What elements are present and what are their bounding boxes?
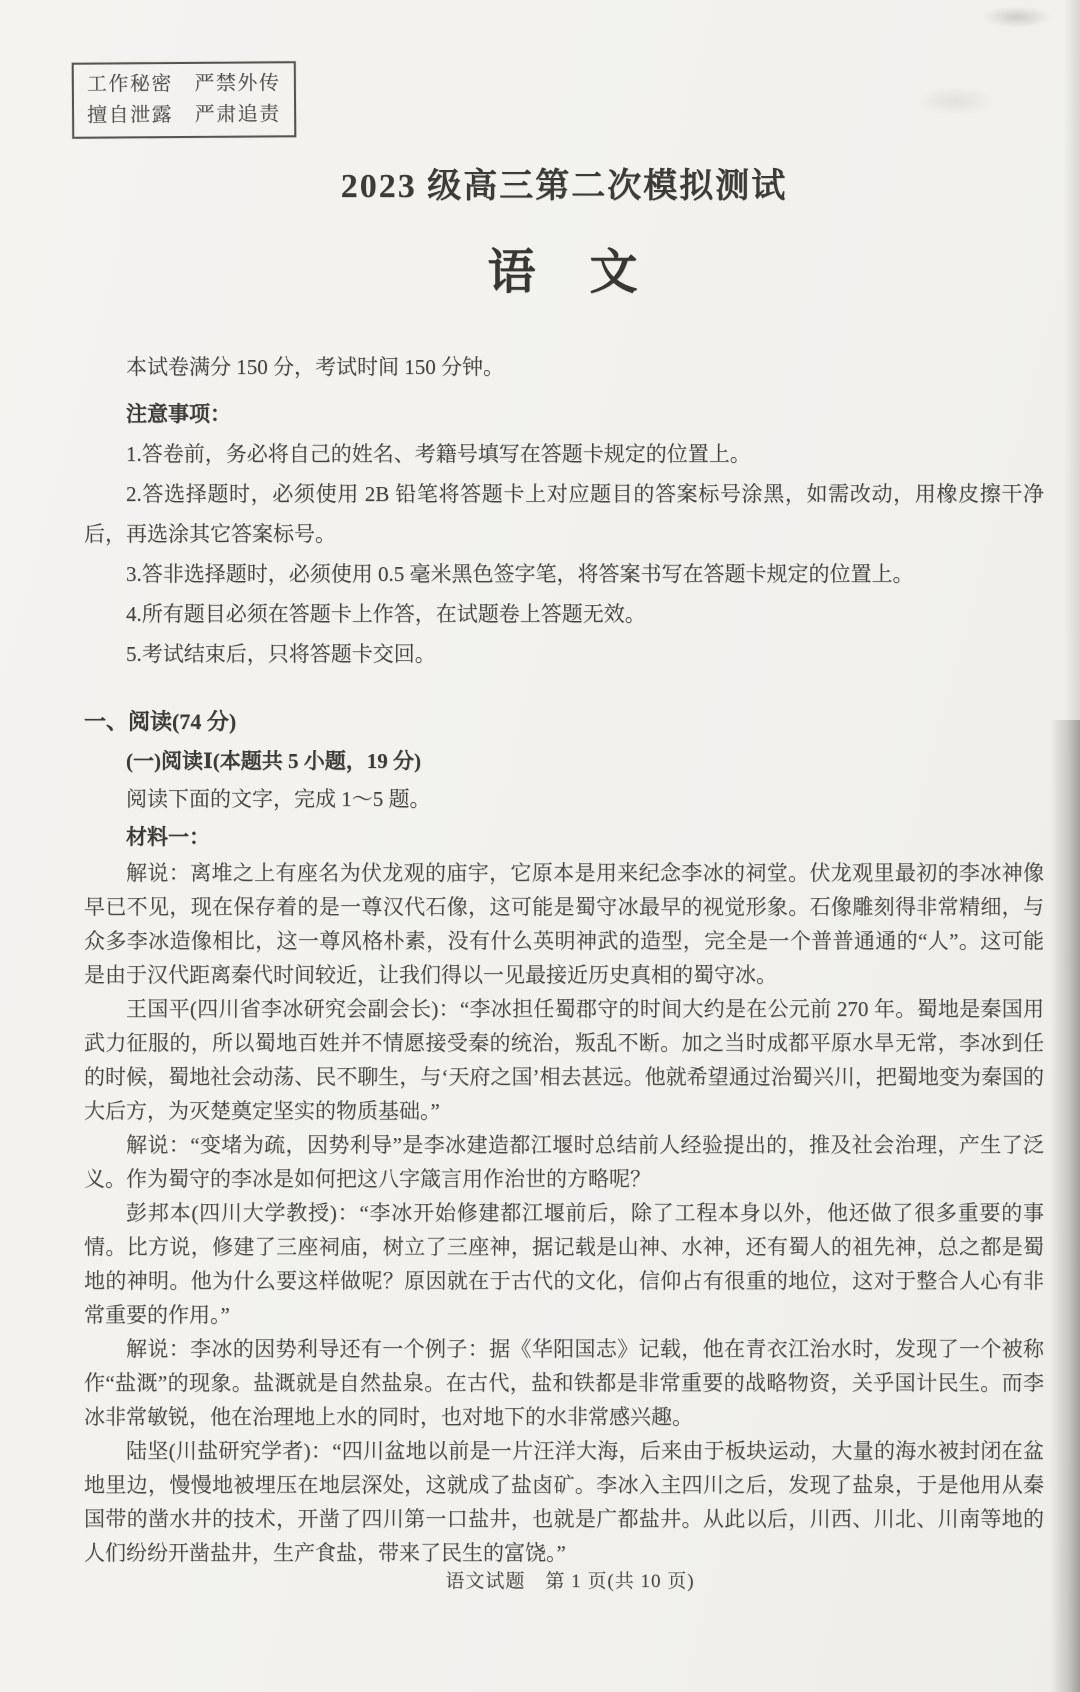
stamp-line-1: 工作秘密 严禁外传 — [86, 72, 281, 96]
stamp-line-2: 擅自泄露 严肃追责 — [87, 103, 281, 127]
notice-item-1: 1.答卷前，务必将自己的姓名、考籍号填写在答题卡规定的位置上。 — [126, 442, 751, 466]
material-one-label: 材料一： — [126, 825, 210, 849]
exam-title: 2023 级高三第二次模拟测试 — [340, 168, 788, 205]
part-heading-reading-1: (一)阅读Ⅰ(本题共 5 小题，19 分) — [126, 749, 422, 773]
scan-smudge-upper-right — [915, 86, 995, 116]
section-heading-reading: 一、阅读(74 分) — [84, 709, 237, 734]
material-paragraph-6: 陆坚(川盐研究学者)：“四川盆地以前是一片汪洋大海，后来由于板块运动，大量的海水被封闭在盆地里边，慢慢地被埋压在地层深处，这就成了盐卤矿。李冰入主四川之后，发现了盐泉，于是他用从秦国带的凿水井的技术，开凿了四川第一口盐井，也就是广都盐井。从此以后，川西、川北、川南等地的人们纷纷开凿盐井，生产食盐，带来了民生的富饶。” — [84, 1439, 1044, 1565]
notice-heading: 注意事项： — [126, 402, 231, 426]
material-paragraph-2: 王国平(四川省李冰研究会副会长)：“李冰担任蜀郡守的时间大约是在公元前 270 年。蜀地是秦国用武力征服的，所以蜀地百姓并不情愿接受秦的统治，叛乱不断。加之当时成都平原水旱无常，李冰到任的时候，蜀地社会动荡、民不聊生，与‘天府之国’相去甚远。他就希望通过治蜀兴川，把蜀地变为秦国的大后方，为灭楚奠定坚实的物质基础。” — [84, 997, 1044, 1123]
reading-instruction: 阅读下面的文字，完成 1～5 题。 — [126, 787, 431, 811]
subject-title: 语 文 — [487, 246, 641, 299]
material-paragraph-3: 解说：“变堵为疏，因势利导”是李冰建造都江堰时总结前人经验提出的，推及社会治理，产生了泛义。作为蜀守的李冰是如何把这八字箴言用作治世的方略呢？ — [84, 1133, 1044, 1191]
scan-shadow-right-lower — [1050, 720, 1080, 1692]
material-paragraph-4: 彭邦本(四川大学教授)：“李冰开始修建都江堰前后，除了工程本身以外，他还做了很多重要的事情。比方说，修建了三座祠庙，树立了三座神，据记载是山神、水神，还有蜀人的祖先神，总之都是蜀地的神明。他为什么要这样做呢？原因就在于古代的文化，信仰占有很重的地位，这对于整合人心有非常重要的作用。” — [84, 1201, 1044, 1327]
material-paragraph-5: 解说：李冰的因势利导还有一个例子：据《华阳国志》记载，他在青衣江治水时，发现了一个被称作“盐溉”的现象。盐溉就是自然盐泉。在古代，盐和铁都是非常重要的战略物资，关乎国计民生。而李冰非常敏锐，他在治理地上水的同时，也对地下的水非常感兴趣。 — [84, 1337, 1044, 1429]
notice-item-5: 5.考试结束后，只将答题卡交回。 — [126, 642, 436, 666]
page-content — [84, 0, 1044, 1570]
exam-info-line: 本试卷满分 150 分，考试时间 150 分钟。 — [126, 355, 504, 379]
notice-item-3: 3.答非选择题时，必须使用 0.5 毫米黑色签字笔，将答案书写在答题卡规定的位置上。 — [126, 562, 914, 586]
notice-item-4: 4.所有题目必须在答题卡上作答，在试题卷上答题无效。 — [126, 602, 646, 626]
scan-smudge-top-right — [982, 6, 1052, 28]
material-paragraph-1: 解说：离堆之上有座名为伏龙观的庙宇，它原本是用来纪念李冰的祠堂。伏龙观里最初的李冰神像早已不见，现在保存着的是一尊汉代石像，这可能是蜀守冰最早的视觉形象。石像雕刻得非常精细，与众多李冰造像相比，这一尊风格朴素，没有什么英明神武的造型，完全是一个普普通通的“人”。这可能是由于汉代距离秦代时间较近，让我们得以一见最接近历史真相的蜀守冰。 — [84, 861, 1044, 987]
scan-shadow-right-upper — [1064, 0, 1080, 720]
notice-item-2: 2.答选择题时，必须使用 2B 铅笔将答题卡上对应题目的答案标号涂黑，如需改动，用橡皮擦干净后，再选涂其它答案标号。 — [84, 482, 1044, 546]
page-footer: 语文试题 第 1 页(共 10 页) — [445, 1571, 695, 1592]
